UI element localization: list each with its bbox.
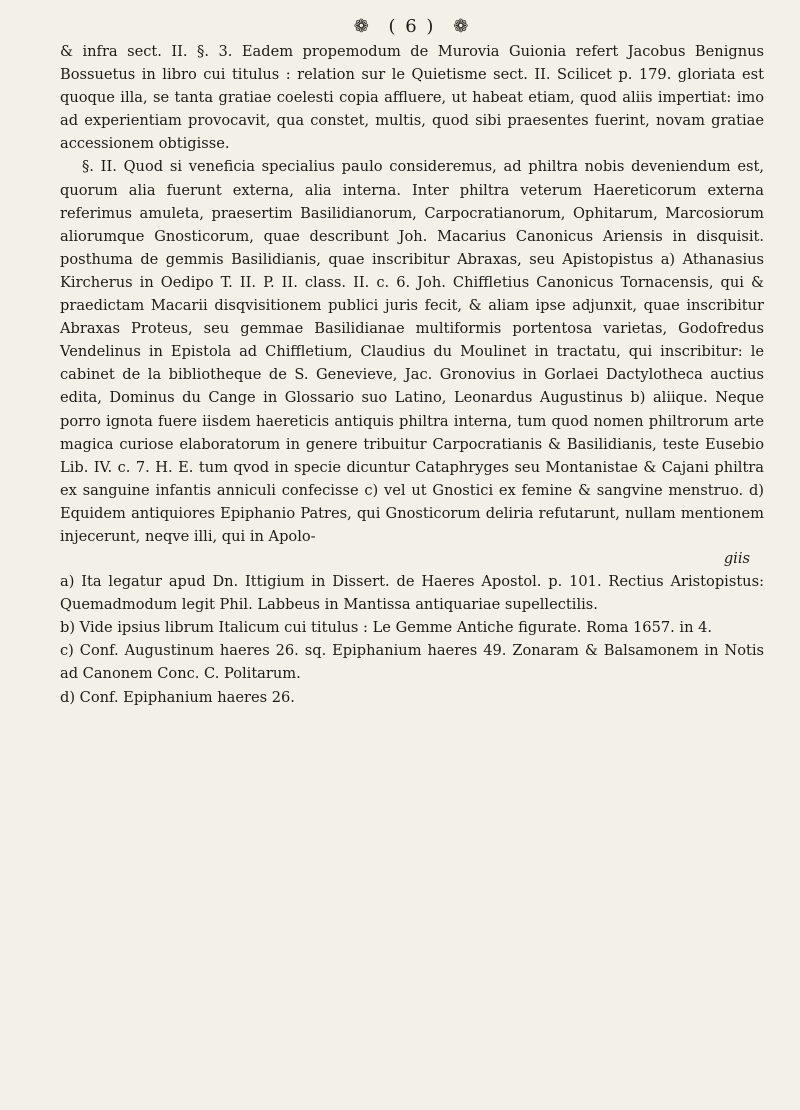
catchword: giis	[723, 550, 750, 568]
page-header	[60, 14, 764, 40]
flower-ornament-icon: ❁	[353, 16, 371, 37]
footnote: b) Vide ipsius librum Italicum cui titulus : Le Gemme Antiche figurate. Roma 1657. in 4.	[60, 619, 713, 637]
paragraph: & infra sect. II. §. 3. Eadem propemodum de Murovia Guionia refert Jacobus Benignus Bossuetus in libro cui titulus : relation sur le Quietisme sect. II. Scilicet p. 179. gloriata est quoque illa, se tanta gratiae coelesti copia affluere, ut habeat etiam, quod aliis impertiat: imo ad experientiam provocavit, qua constet, multis, quod sibi praesentes fuerint, novam gratiae accessionem obtigisse.	[60, 43, 764, 153]
paragraph: §. II. Quod si veneficia specialius paulo consideremus, ad philtra nobis deveniendum est, quorum alia fuerunt externa, alia interna. Inter philtra veterum Haereticorum externa referimus amuleta, praesertim Basilidianorum, Carpocratianorum, Ophitarum, Marcosiorum aliorumque Gnosticorum, quae describunt Joh. Macarius Canonicus Ariensis in disquisit. posthuma de gemmis Basilidianis, quae inscribitur Abraxas, seu Apistopistus a) Athanasius Kircherus in Oedipo T. II. P. II. class. II. c. 6. Joh. Chiffletius Canonicus Tornacensis, qui & praedictam Macarii disqvisitionem publici juris fecit, & aliam ipse adjunxit, quae inscribitur Abraxas Proteus, seu gemmae Basilidianae multiformis portentosa varietas, Godofredus Vendelinus in Epistola ad Chiffletium, Claudius du Moulinet in tractatu, qui inscribitur: le cabinet de la bibliotheque de S. Genevieve, Jac. Gronovius in Gorlaei Dactylotheca auctius edita, Dominus du Cange in Glossario suo Latino, Leonardus Augustinus b) aliique. Neque porro ignota fuere iisdem haereticis antiquis philtra interna, tum quod nomen philtrorum arte magica curiose elaboratorum in genere tribuitur Carpocratianis & Basilidianis, teste Eusebio Lib. IV. c. 7. H. E. tum qvod in specie dicuntur Cataphryges seu Montanistae & Cajani philtra ex sanguine infantis anniculi confecisse c) vel ut Gnostici ex femine & sangvine menstruo. d) Equidem antiquiores Epiphanio Patres, qui Gnosticorum deliria refutarunt, nullam mentionem injecerunt, neqve illi, qui in Apolo-	[60, 158, 764, 545]
footnote: c) Conf. Augustinum haeres 26. sq. Epiphanium haeres 49. Zonaram & Balsamonem in Notis ad Canonem Conc. C. Politarum.	[60, 642, 764, 683]
footnote: d) Conf. Epiphanium haeres 26.	[60, 688, 295, 706]
footnotes	[60, 570, 764, 709]
main-text	[60, 40, 764, 548]
flower-ornament-icon: ❁	[453, 16, 471, 37]
footnote: a) Ita legatur apud Dn. Ittigium in Dissert. de Haeres Apostol. p. 101. Rectius Aristopistus: Quemadmodum legit Phil. Labbeus in Mantissa antiquariae supellectilis.	[60, 573, 764, 614]
page-number: ( 6 )	[388, 16, 436, 37]
